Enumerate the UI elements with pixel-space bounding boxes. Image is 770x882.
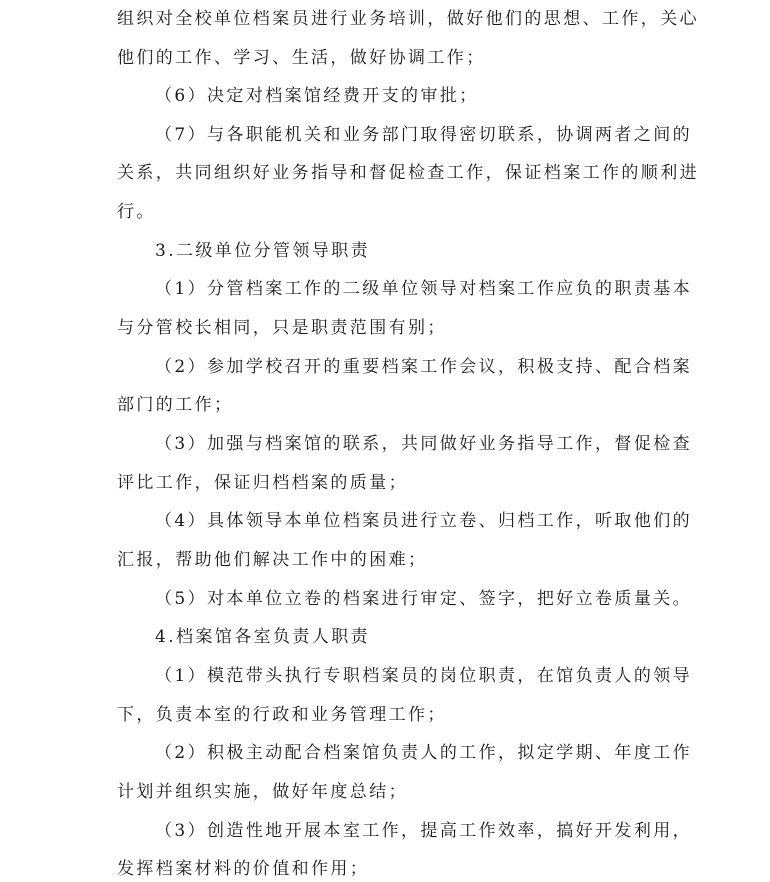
- section-heading: 4.档案馆各室负责人职责: [155, 627, 371, 647]
- text-line: 计划并组织实施，做好年度总结；: [117, 782, 408, 802]
- list-item: （3）创造性地开展本室工作，提高工作效率，搞好开发利用，: [155, 821, 693, 841]
- text-line: 行。: [117, 202, 156, 222]
- text-line: 汇报，帮助他们解决工作中的困难；: [117, 550, 428, 570]
- text-line: 评比工作，保证归档档案的质量；: [117, 473, 408, 493]
- list-item: （1）分管档案工作的二级单位领导对档案工作应负的职责基本: [155, 279, 693, 299]
- text-line: 组织对全校单位档案员进行业务培训，做好他们的思想、工作，关心: [117, 9, 699, 29]
- text-line: 发挥档案材料的价值和作用；: [117, 859, 370, 879]
- text-line: 他们的工作、学习、生活，做好协调工作；: [117, 48, 486, 68]
- list-item: （2）积极主动配合档案馆负责人的工作，拟定学期、年度工作: [155, 743, 693, 763]
- list-item: （5）对本单位立卷的档案进行审定、签字，把好立卷质量关。: [155, 589, 693, 609]
- list-item: （3）加强与档案馆的联系，共同做好业务指导工作，督促检查: [155, 434, 693, 454]
- list-item: （7）与各职能机关和业务部门取得密切联系，协调两者之间的: [155, 125, 693, 145]
- text-line: 下，负责本室的行政和业务管理工作；: [117, 705, 447, 725]
- list-item: （1）模范带头执行专职档案员的岗位职责，在馆负责人的领导: [155, 666, 693, 686]
- text-line: 关系，共同组织好业务指导和督促检查工作，保证档案工作的顺利进: [117, 163, 699, 183]
- section-heading: 3.二级单位分管领导职责: [155, 241, 371, 261]
- list-item: （4）具体领导本单位档案员进行立卷、归档工作，听取他们的: [155, 511, 693, 531]
- list-item: （6）决定对档案馆经费开支的审批；: [155, 86, 479, 106]
- text-line: 部门的工作；: [117, 395, 234, 415]
- text-line: 与分管校长相同，只是职责范围有别；: [117, 318, 447, 338]
- list-item: （2）参加学校召开的重要档案工作会议，积极支持、配合档案: [155, 357, 693, 377]
